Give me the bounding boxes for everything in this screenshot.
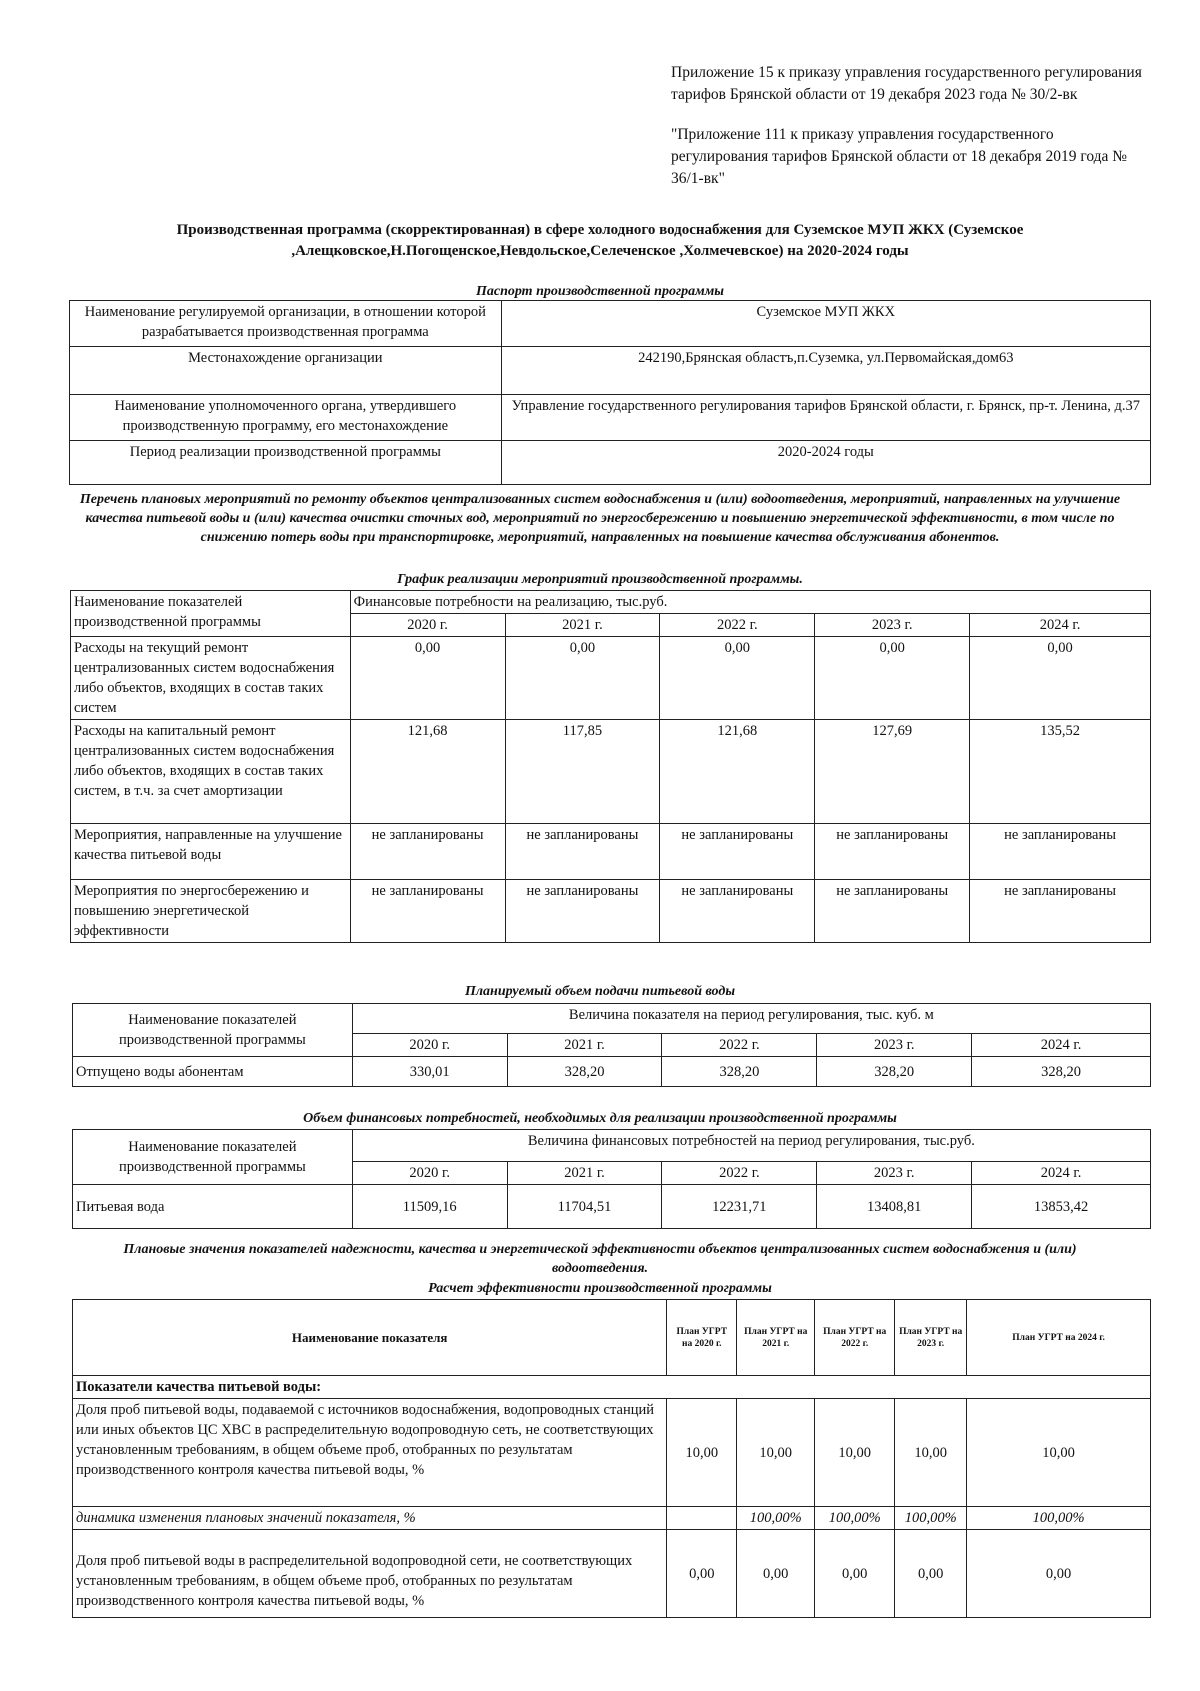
- plan-header: План УГРТ на 2020 г.: [667, 1300, 737, 1376]
- year-header: 2022 г.: [662, 1162, 817, 1185]
- passport-table: [69, 300, 1151, 485]
- cell-value: 328,20: [817, 1057, 972, 1087]
- cell-value: 100,00%: [967, 1507, 1151, 1530]
- section-row: [73, 1376, 1151, 1399]
- cell-value: 0,00: [815, 637, 970, 720]
- cell-value: не запланированы: [815, 824, 970, 880]
- passport-value: 242190,Брянская областъ,п.Суземка, ул.Первомайская,дом63: [501, 347, 1150, 395]
- row-label: Доля проб питьевой воды, подаваемой с источников водоснабжения, водопроводных станций или иных объектов ЦС ХВС в распределительную водопроводную сеть, не соответствующих установленным требованиям, в общем объеме проб, отобранных по результатам производственного контроля качества питьевой воды, %: [73, 1399, 667, 1507]
- year-header: 2021 г.: [507, 1034, 662, 1057]
- cell-value: 13853,42: [972, 1185, 1151, 1229]
- cell-value: 0,00: [667, 1530, 737, 1618]
- cell-value: 10,00: [815, 1399, 895, 1507]
- cell-value: [667, 1507, 737, 1530]
- cell-value: не запланированы: [970, 880, 1151, 943]
- row-label: Расходы на капитальный ремонт централизованных систем водоснабжения либо объектов, входящих в состав таких систем, в т.ч. за счет амортизации: [71, 720, 351, 824]
- cell-value: не запланированы: [505, 880, 660, 943]
- indicator-col-label: Наименование показателя: [73, 1300, 667, 1376]
- dynamics-row: [73, 1507, 1151, 1530]
- schedule-group-label: Финансовые потребности на реализацию, тыс.руб.: [350, 591, 1150, 614]
- passport-label: Наименование уполномоченного органа, утвердившего производственную программу, его местонахождение: [70, 395, 502, 441]
- passport-caption: Паспорт производственной программы: [475, 284, 725, 299]
- passport-row: [70, 441, 1151, 485]
- table-row: [71, 824, 1151, 880]
- finance-col-label: Наименование показателей производственной программы: [73, 1130, 353, 1185]
- cell-value: 0,00: [505, 637, 660, 720]
- events-caption: Перечень плановых мероприятий по ремонту объектов централизованных систем водоснабжения и (или) водоотведения, мероприятий, направленных на улучшение качества питьевой воды и (или) качества очистки сточных вод, мероприятий по энергосбережению и повышению энергетической эффективности, в том числе по снижению потерь воды при транспортировке, мероприятий, направленных на повышение качества обслуживания абонентов.: [79, 492, 1121, 545]
- cell-value: 0,00: [737, 1530, 815, 1618]
- year-header: 2022 г.: [662, 1034, 817, 1057]
- schedule-col-label: Наименование показателей производственной программы: [71, 591, 351, 637]
- cell-value: 117,85: [505, 720, 660, 824]
- plan-header: План УГРТ на 2021 г.: [737, 1300, 815, 1376]
- cell-value: 0,00: [970, 637, 1151, 720]
- cell-value: не запланированы: [350, 880, 505, 943]
- volume-caption: Планируемый объем подачи питьевой воды: [464, 984, 736, 999]
- passport-label: Период реализации производственной программы: [70, 441, 502, 485]
- cell-value: 10,00: [895, 1399, 967, 1507]
- finance-group-label: Величина финансовых потребностей на период регулирования, тыс.руб.: [352, 1130, 1150, 1162]
- row-label: Расходы на текущий ремонт централизованных систем водоснабжения либо объектов, входящих в состав таких систем: [71, 637, 351, 720]
- year-header: 2024 г.: [970, 614, 1151, 637]
- indicators-table: [72, 1299, 1151, 1618]
- appendix-line-2: "Приложение 111 к приказу управления государственного регулирования тарифов Брянской области от 18 декабря 2019 года № 36/1-вк": [671, 126, 1128, 187]
- cell-value: 121,68: [350, 720, 505, 824]
- cell-value: 10,00: [967, 1399, 1151, 1507]
- year-header: 2021 г.: [507, 1162, 662, 1185]
- table-row: [71, 880, 1151, 943]
- cell-value: 11704,51: [507, 1185, 662, 1229]
- cell-value: не запланированы: [660, 880, 815, 943]
- year-header: 2020 г.: [352, 1162, 507, 1185]
- year-header: 2023 г.: [817, 1034, 972, 1057]
- passport-row: [70, 395, 1151, 441]
- cell-value: 100,00%: [815, 1507, 895, 1530]
- cell-value: 328,20: [507, 1057, 662, 1087]
- schedule-header-row: [71, 591, 1151, 614]
- cell-value: не запланированы: [970, 824, 1151, 880]
- cell-value: 121,68: [660, 720, 815, 824]
- year-header: 2021 г.: [505, 614, 660, 637]
- plan-header: План УГРТ на 2022 г.: [815, 1300, 895, 1376]
- year-header: 2020 г.: [352, 1034, 507, 1057]
- appendix-line-1: Приложение 15 к приказу управления государственного регулирования тарифов Брянской области от 19 декабря 2023 года № 30/2-вк: [671, 64, 1142, 103]
- table-row: [73, 1185, 1151, 1229]
- table-row: [73, 1057, 1151, 1087]
- plan-header: План УГРТ на 2024 г.: [967, 1300, 1151, 1376]
- volume-table: [72, 1003, 1151, 1087]
- cell-value: 0,00: [967, 1530, 1151, 1618]
- passport-label: Наименование регулируемой организации, в отношении которой разрабатывается производственная программа: [70, 301, 502, 347]
- cell-value: 330,01: [352, 1057, 507, 1087]
- passport-value: Управление государственного регулирования тарифов Брянской области, г. Брянск, пр-т. Ленина, д.37: [501, 395, 1150, 441]
- volume-group-label: Величина показателя на период регулирования, тыс. куб. м: [352, 1004, 1150, 1034]
- finance-header-row: [73, 1130, 1151, 1162]
- cell-value: 328,20: [972, 1057, 1151, 1087]
- cell-value: 0,00: [660, 637, 815, 720]
- cell-value: 135,52: [970, 720, 1151, 824]
- year-header: 2023 г.: [815, 614, 970, 637]
- year-header: 2024 г.: [972, 1034, 1151, 1057]
- cell-value: 10,00: [737, 1399, 815, 1507]
- year-header: 2023 г.: [817, 1162, 972, 1185]
- section-title: Показатели качества питьевой воды:: [73, 1376, 1151, 1399]
- row-label: Питьевая вода: [73, 1185, 353, 1229]
- passport-row: [70, 347, 1151, 395]
- passport-value: 2020-2024 годы: [501, 441, 1150, 485]
- finance-caption: Объем финансовых потребностей, необходимых для реализации производственной программы: [303, 1111, 897, 1126]
- year-header: 2024 г.: [972, 1162, 1151, 1185]
- cell-value: 10,00: [667, 1399, 737, 1507]
- row-label: Мероприятия по энергосбережению и повышению энергетической эффективности: [71, 880, 351, 943]
- finance-table: [72, 1129, 1151, 1229]
- schedule-caption: График реализации мероприятий производственной программы.: [397, 572, 803, 587]
- passport-row: [70, 301, 1151, 347]
- cell-value: не запланированы: [350, 824, 505, 880]
- passport-label: Местонахождение организации: [70, 347, 502, 395]
- cell-value: 100,00%: [737, 1507, 815, 1530]
- passport-value: Суземское МУП ЖКХ: [501, 301, 1150, 347]
- indicators-caption: Плановые значения показателей надежности, качества и энергетической эффективности объектов централизованных систем водоснабжения и (или) водоотведения.: [123, 1242, 1077, 1276]
- cell-value: 0,00: [815, 1530, 895, 1618]
- table-row: [71, 720, 1151, 824]
- cell-value: 11509,16: [352, 1185, 507, 1229]
- cell-value: не запланированы: [815, 880, 970, 943]
- table-row: [71, 637, 1151, 720]
- row-label: динамика изменения плановых значений показателя, %: [73, 1507, 667, 1530]
- efficiency-caption: Расчет эффективности производственной программы: [428, 1281, 772, 1296]
- row-label: Отпущено воды абонентам: [73, 1057, 353, 1087]
- cell-value: 328,20: [662, 1057, 817, 1087]
- page-title: Производственная программа (скорректированная) в сфере холодного водоснабжения для Суземское МУП ЖКХ (Суземское ,Алещковское,Н.Погощенское,Невдольское,Селеченское ,Холмечевское) на 2020-2024 годы: [176, 222, 1024, 259]
- cell-value: 0,00: [895, 1530, 967, 1618]
- volume-header-row: [73, 1004, 1151, 1034]
- cell-value: 12231,71: [662, 1185, 817, 1229]
- cell-value: 100,00%: [895, 1507, 967, 1530]
- appendix-header: [671, 62, 1151, 208]
- cell-value: 0,00: [350, 637, 505, 720]
- row-label: Мероприятия, направленные на улучшение качества питьевой воды: [71, 824, 351, 880]
- table-row: [73, 1399, 1151, 1507]
- volume-col-label: Наименование показателей производственной программы: [73, 1004, 353, 1057]
- cell-value: не запланированы: [660, 824, 815, 880]
- schedule-table: [70, 590, 1151, 943]
- plan-header: План УГРТ на 2023 г.: [895, 1300, 967, 1376]
- cell-value: 127,69: [815, 720, 970, 824]
- year-header: 2020 г.: [350, 614, 505, 637]
- table-row: [73, 1530, 1151, 1618]
- cell-value: 13408,81: [817, 1185, 972, 1229]
- cell-value: не запланированы: [505, 824, 660, 880]
- year-header: 2022 г.: [660, 614, 815, 637]
- row-label: Доля проб питьевой воды в распределительной водопроводной сети, не соответствующих установленным требованиям, в общем объеме проб, отобранных по результатам производственного контроля качества питьевой воды, %: [73, 1530, 667, 1618]
- indicators-header-row: [73, 1300, 1151, 1376]
